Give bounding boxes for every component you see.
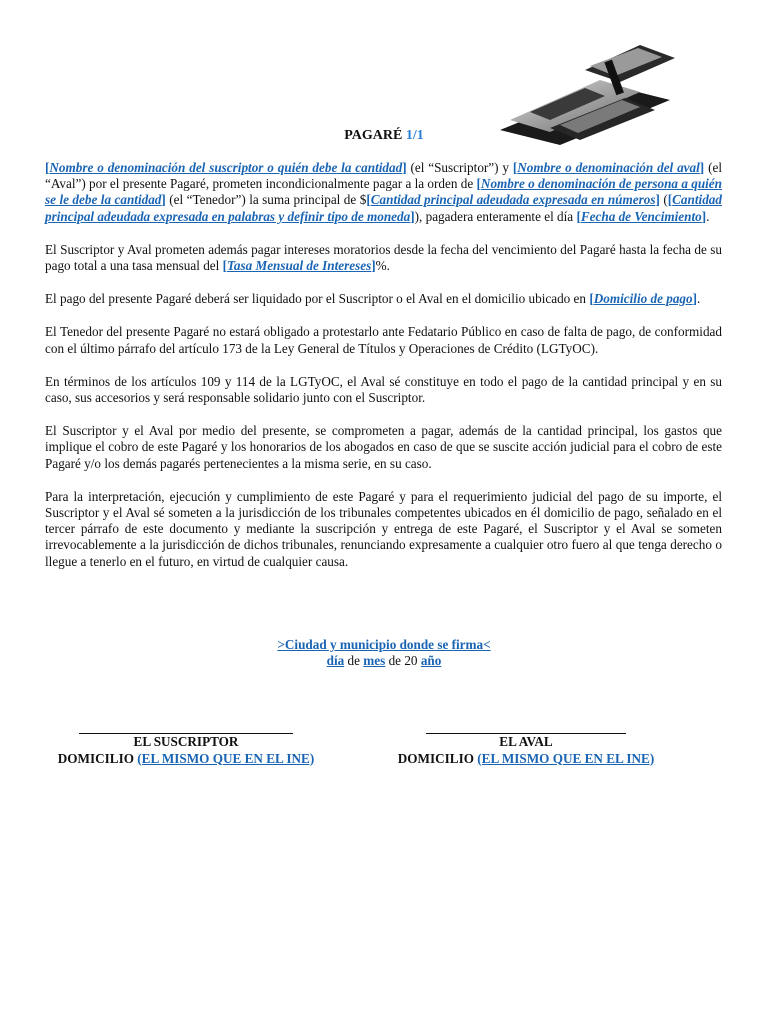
paragraph-6: El Suscriptor y el Aval por medio del presente, se comprometen a pagar, además de la cantidad principal, los gastos que implique el cobro de este Pagaré y los honorarios de los abogados en caso de que se suscite acción judicial para el cobro de este Pagaré y/o los demás pagarés pertenecientes a la misma serie, en su caso.	[45, 423, 722, 471]
field-cantidad-numeros[interactable]: Cantidad principal adeudada expresada en números	[370, 192, 656, 208]
field-domicilio-aval[interactable]: (EL MISMO QUE EN EL INE)	[477, 750, 655, 766]
field-domicilio-pago[interactable]: Domicilio de pago	[593, 291, 693, 307]
signature-line	[426, 723, 626, 734]
paragraph-4: El Tenedor del presente Pagaré no estará obligado a protestarlo ante Fedatario Público en caso de falta de pago, de conformidad con el último párrafo del artículo 173 de la Ley General de Títulos y Operaciones de Crédito (LGTyOC).	[45, 324, 722, 356]
signature-domicilio: DOMICILIO (EL MISMO QUE EN EL INE)	[397, 750, 655, 766]
field-dia[interactable]: día	[326, 653, 345, 668]
field-cantidad-letras[interactable]: Cantidad principal adeudada expresada en palabras y definir tipo de moneda	[45, 192, 722, 224]
document-body	[45, 160, 722, 587]
paragraph-2: El Suscriptor y Aval prometen además pagar intereses moratorios desde la fecha del vencimiento del Pagaré hasta la fecha de su pago total a una tasa mensual del [Tasa Mensual de Intereses]%.	[45, 241, 722, 274]
field-fecha-vencimiento[interactable]: Fecha de Vencimiento	[580, 208, 702, 224]
signature-block-aval	[356, 723, 696, 767]
page-title	[0, 128, 768, 144]
field-ciudad-municipio[interactable]: >Ciudad y municipio donde se firma<	[277, 637, 491, 652]
field-domicilio-suscriptor[interactable]: (EL MISMO QUE EN EL INE)	[137, 750, 315, 766]
title-page-number: 1/1	[405, 128, 424, 143]
paragraph-7: Para la interpretación, ejecución y cumplimiento de este Pagaré y para el requerimiento judicial del pago de su importe, el Suscriptor y el Aval sé someten a la jurisdicción de los tribunales competentes ubicados en él domicilio de pago, señalado en el tercer párrafo de este documento y mediante la suscripción y entrega de este Pagaré, el Suscriptor y el Aval se someten irrevocablemente a la jurisdicción de dichos tribunales, renunciando expresamente a cualquier otro fuero al que tenga derecho o llegue a tenerlo en el futuro, en virtud de cualquier causa.	[45, 488, 722, 569]
paragraph-5: En términos de los artículos 109 y 114 de la LGTyOC, el Aval sé constituye en todo el pago de la cantidad principal y en su caso, sus accesorios y será responsable solidario junto con el Suscriptor.	[45, 373, 722, 406]
paragraph-3: El pago del presente Pagaré deberá ser liquidado por el Suscriptor o el Aval en el domicilio ubicado en [Domicilio de pago].	[45, 291, 701, 307]
signing-place-date	[0, 637, 768, 669]
signature-block-suscriptor	[16, 723, 356, 767]
signature-name: EL SUSCRIPTOR	[133, 734, 239, 749]
paragraph-1: [Nombre o denominación del suscriptor o quién debe la cantidad] (el “Suscriptor”) y [Nombre o denominación del aval] (el “Aval”) por el presente Pagaré, prometen incondicionalmente pagar a la orden de [Nombre o denominación de persona a quién se le debe la cantidad] (el “Tenedor”) la suma principal de $[Cantidad principal adeudada expresada en números] ([Cantidad principal adeudada expresada en palabras y definir tipo de moneda]), pagadera enteramente el día [Fecha de Vencimiento].	[45, 160, 722, 224]
signing-date: día de mes de 20 año	[326, 653, 442, 668]
field-aval[interactable]: Nombre o denominación del aval	[517, 160, 700, 175]
field-anio[interactable]: año	[420, 653, 442, 668]
field-suscriptor[interactable]: Nombre o denominación del suscriptor o quién debe la cantidad	[49, 160, 403, 175]
field-mes[interactable]: mes	[363, 653, 386, 668]
title-main: PAGARÉ	[344, 128, 403, 143]
field-tasa-mensual[interactable]: Tasa Mensual de Intereses	[227, 258, 372, 274]
signature-line	[79, 723, 293, 734]
signature-domicilio: DOMICILIO (EL MISMO QUE EN EL INE)	[57, 750, 315, 766]
field-tenedor[interactable]: Nombre o denominación de persona a quién se le debe la cantidad	[45, 176, 722, 208]
signature-name: EL AVAL	[499, 734, 553, 749]
